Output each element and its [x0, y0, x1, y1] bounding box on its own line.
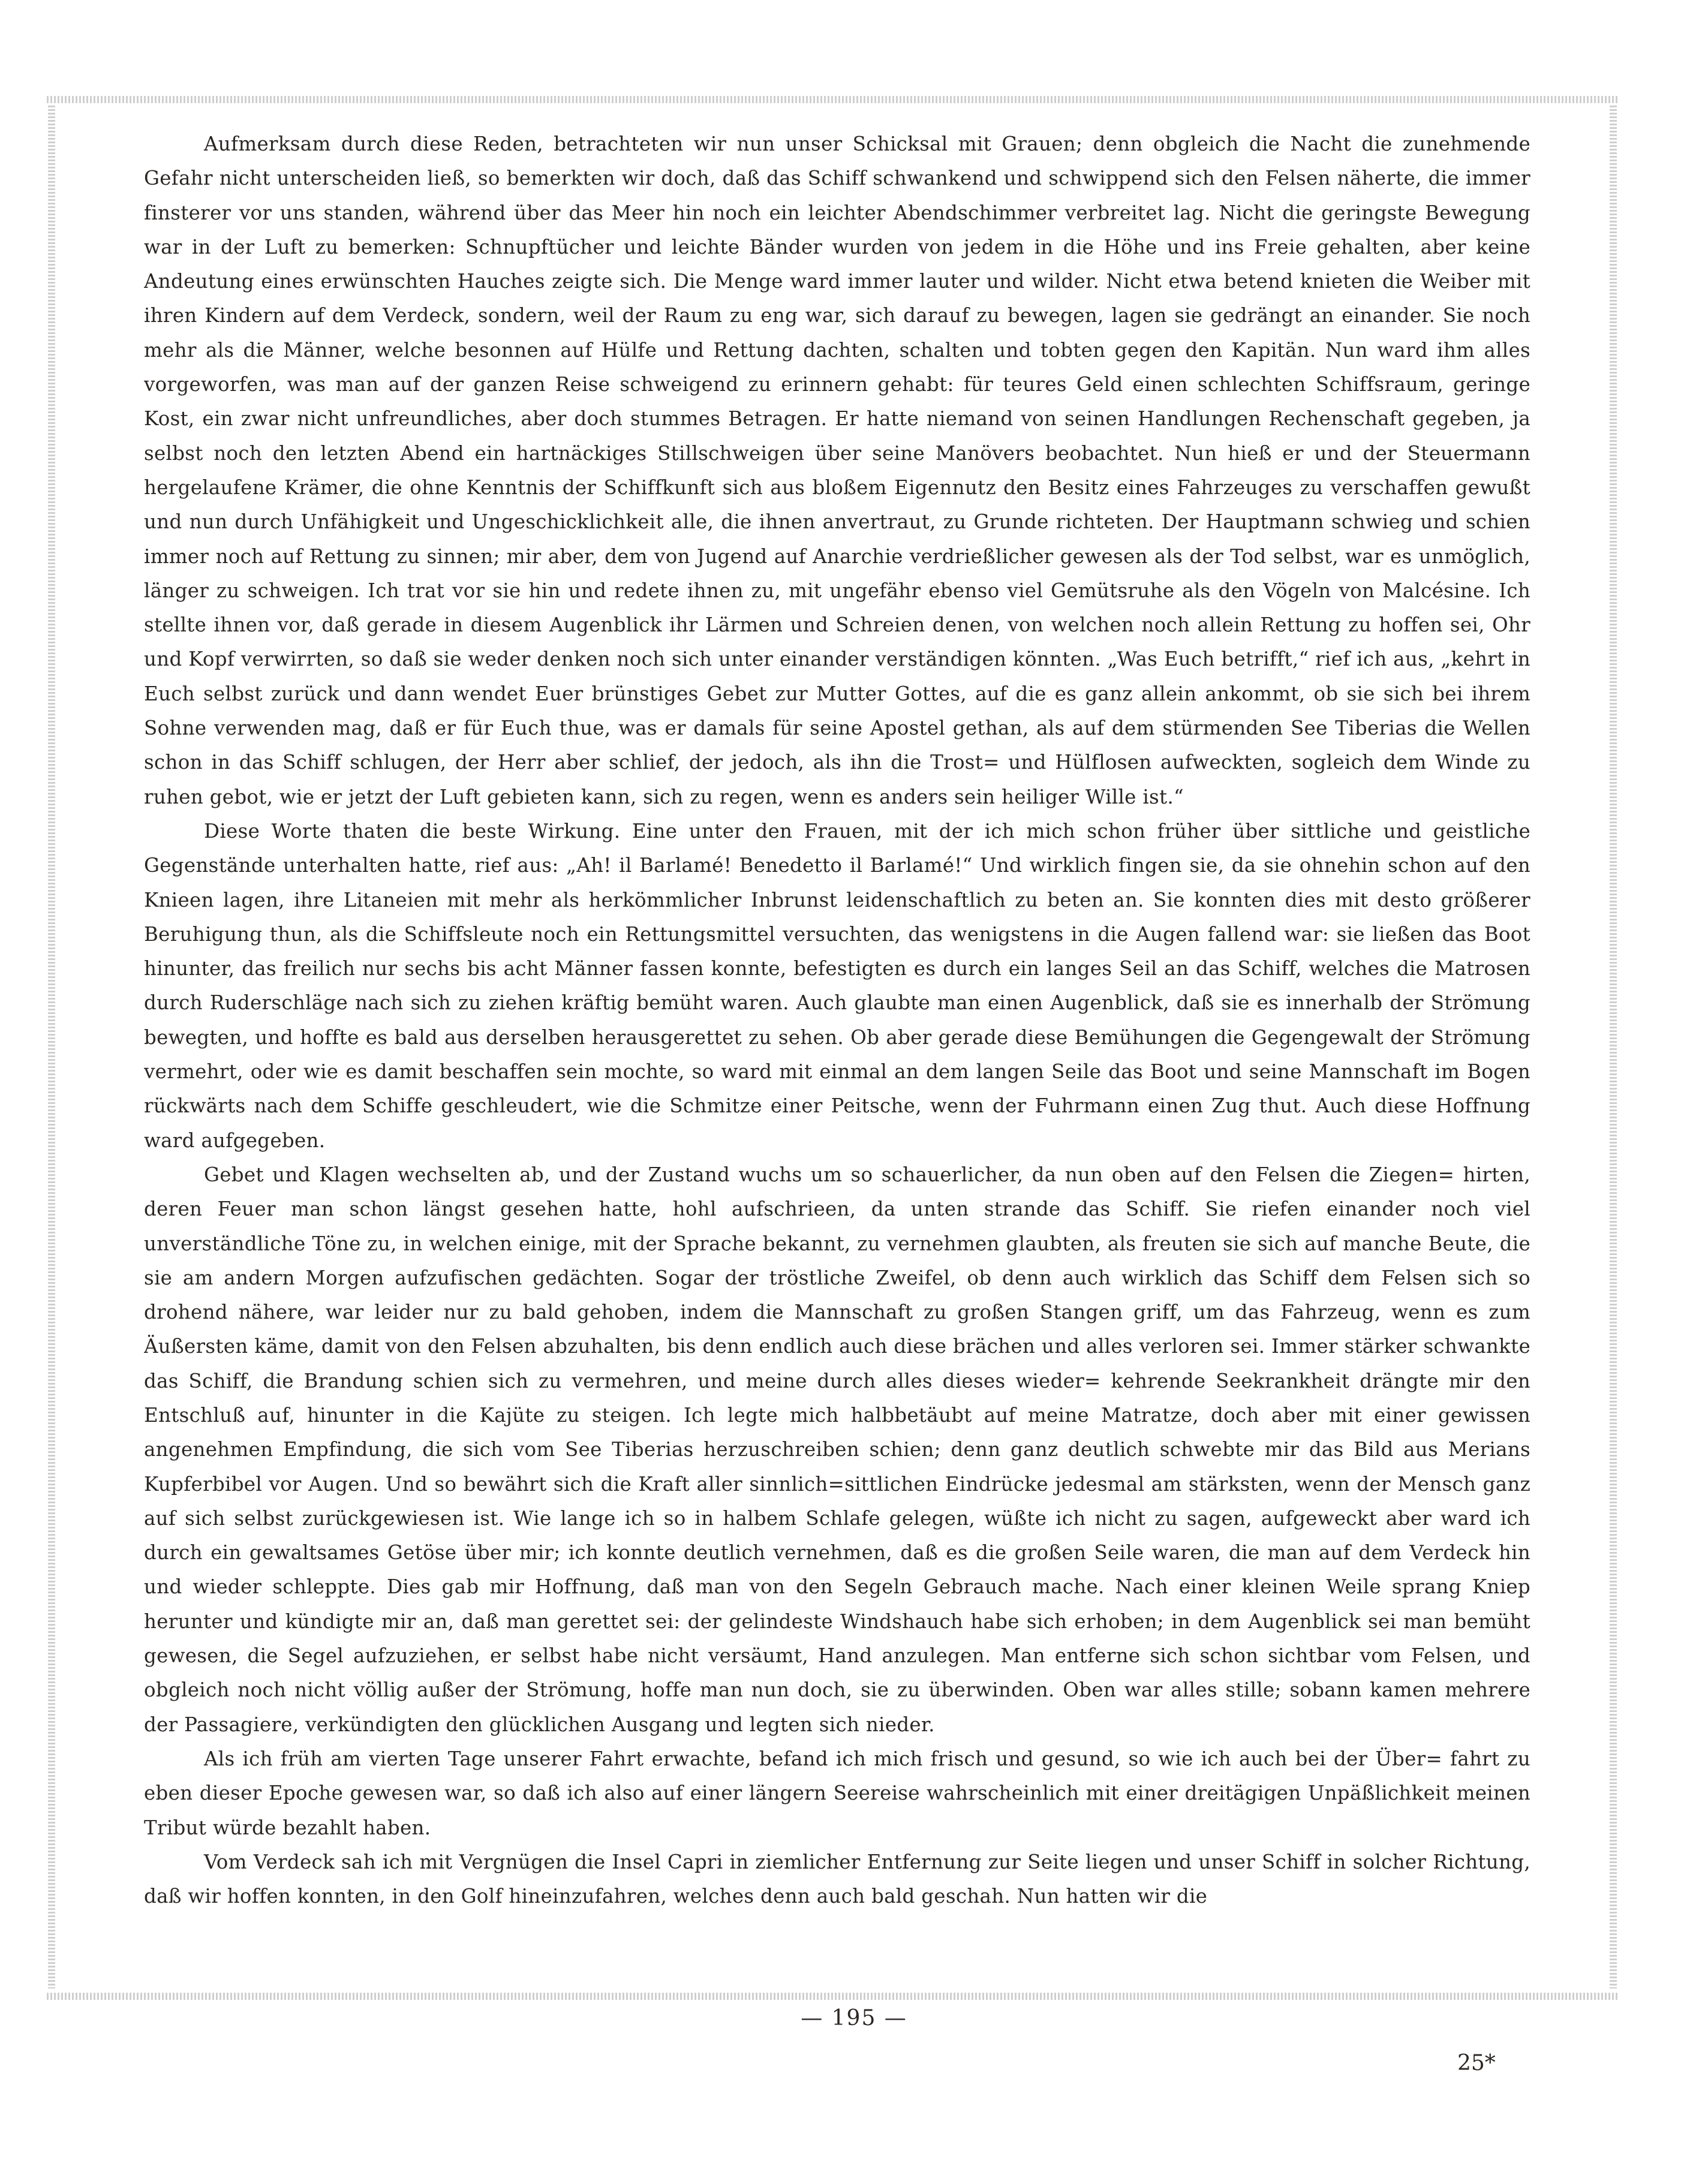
decorative-border-bottom: [47, 1993, 1618, 2000]
decorative-border-right: [1610, 106, 1617, 1988]
decorative-border-top: [47, 96, 1618, 103]
paragraph: Diese Worte thaten die beste Wirkung. Eine unter den Frauen, mit der ich mich schon früher über sittliche und geistliche Gegenstände unterhalten hatte, rief aus: „Ah! il Barlamé! Benedetto il Barlamé!“ Und wirklich fingen sie, da sie ohnehin schon auf den Knieen lagen, ihre Litaneien mit mehr als herkömmlicher Inbrunst leidenschaftlich zu beten an. Sie konnten dies mit desto größerer Beruhigung thun, als die Schiffsleute noch ein Rettungsmittel versuchten, das wenigstens in die Augen fallend war: sie ließen das Boot hinunter, das freilich nur sechs bis acht Männer fassen konnte, befestigten es durch ein langes Seil an das Schiff, welches die Matrosen durch Ruderschläge nach sich zu ziehen kräftig bemüht waren. Auch glaubte man einen Augenblick, daß sie es innerhalb der Strömung bewegten, und hoffte es bald aus derselben herausgerettet zu sehen. Ob aber gerade diese Bemühungen die Gegengewalt der Strömung vermehrt, oder wie es damit beschaffen sein mochte, so ward mit einmal an dem langen Seile das Boot und seine Mannschaft im Bogen rückwärts nach dem Schiffe geschleudert, wie die Schmitze einer Peitsche, wenn der Fuhrmann einen Zug thut. Auch diese Hoffnung ward aufgegeben.: [144, 819, 1530, 1152]
paragraph: Vom Verdeck sah ich mit Vergnügen die Insel Capri in ziemlicher Entfernung zur Seite liegen und unser Schiff in solcher Richtung, daß wir hoffen konnten, in den Golf hineinzufahren, welches denn auch bald geschah. Nun hatten wir die: [144, 1850, 1530, 1908]
signature-mark: 25*: [1457, 2051, 1496, 2075]
paragraph: Gebet und Klagen wechselten ab, und der Zustand wuchs um so schauerlicher, da nun oben auf den Felsen die Ziegen= hirten, deren Feuer man schon längst gesehen hatte, hohl aufschrieen, da unten strande das Schiff. Sie riefen einander noch viel unverständliche Töne zu, in welchen einige, mit der Sprache bekannt, zu vernehmen glaubten, als freuten sie sich auf manche Beute, die sie am andern Morgen aufzufischen gedächten. Sogar der tröstliche Zweifel, ob denn auch wirklich das Schiff dem Felsen sich so drohend nähere, war leider nur zu bald gehoben, indem die Mannschaft zu großen Stangen griff, um das Fahrzeug, wenn es zum Äußersten käme, damit von den Felsen abzuhalten, bis denn endlich auch diese brächen und alles verloren sei. Immer stärker schwankte das Schiff, die Brandung schien sich zu vermehren, und meine durch alles dieses wieder= kehrende Seekrankheit drängte mir den Entschluß auf, hinunter in die Kajüte zu steigen. Ich legte mich halbbetäubt auf meine Matratze, doch aber mit einer gewissen angenehmen Empfindung, die sich vom See Tiberias herzuschreiben schien; denn ganz deutlich schwebte mir das Bild aus Merians Kupferbibel vor Augen. Und so bewährt sich die Kraft aller sinnlich=sittlichen Eindrücke jedesmal am stärksten, wenn der Mensch ganz auf sich selbst zurückgewiesen ist. Wie lange ich so in halbem Schlafe gelegen, wüßte ich nicht zu sagen, aufgeweckt aber ward ich durch ein gewaltsames Getöse über mir; ich konnte deutlich vernehmen, daß es die großen Seile waren, die man auf dem Verdeck hin und wieder schleppte. Dies gab mir Hoffnung, daß man von den Segeln Gebrauch mache. Nach einer kleinen Weile sprang Kniep herunter und kündigte mir an, daß man gerettet sei: der gelindeste Windshauch habe sich erhoben; in dem Augenblick sei man bemüht gewesen, die Segel aufzuziehen, er selbst habe nicht versäumt, Hand anzulegen. Man entferne sich schon sichtbar vom Felsen, und obgleich noch nicht völlig außer der Strömung, hoffe man nun doch, sie zu überwinden. Oben war alles stille; sobann kamen mehrere der Passagiere, verkündigten den glücklichen Ausgang und legten sich nieder.: [144, 1163, 1530, 1736]
body-text: [144, 127, 1530, 1974]
paragraph: Als ich früh am vierten Tage unserer Fahrt erwachte, befand ich mich frisch und gesund, so wie ich auch bei der Über= fahrt zu eben dieser Epoche gewesen war, so daß ich also auf einer längern Seereise wahrscheinlich mit einer dreitägigen Unpäßlichkeit meinen Tribut würde bezahlt haben.: [144, 1747, 1530, 1839]
paragraph: Aufmerksam durch diese Reden, betrachteten wir nun unser Schicksal mit Grauen; denn obgleich die Nacht die zunehmende Gefahr nicht unterscheiden ließ, so bemerkten wir doch, daß das Schiff schwankend und schwippend sich den Felsen näherte, die immer finsterer vor uns standen, während über das Meer hin noch ein leichter Abendschimmer verbreitet lag. Nicht die geringste Bewegung war in der Luft zu bemerken: Schnupftücher und leichte Bänder wurden von jedem in die Höhe und ins Freie gehalten, aber keine Andeutung eines erwünschten Hauches zeigte sich. Die Menge ward immer lauter und wilder. Nicht etwa betend knieten die Weiber mit ihren Kindern auf dem Verdeck, sondern, weil der Raum zu eng war, sich darauf zu bewegen, lagen sie gedrängt an einander. Sie noch mehr als die Männer, welche besonnen auf Hülfe und Rettung dachten, schalten und tobten gegen den Kapitän. Nun ward ihm alles vorgeworfen, was man auf der ganzen Reise schweigend zu erinnern gehabt: für teures Geld einen schlechten Schiffsraum, geringe Kost, ein zwar nicht unfreundliches, aber doch stummes Betragen. Er hatte niemand von seinen Handlungen Rechenschaft gegeben, ja selbst noch den letzten Abend ein hartnäckiges Stillschweigen über seine Manövers beobachtet. Nun hieß er und der Steuermann hergelaufene Krämer, die ohne Kenntnis der Schiffkunft sich aus bloßem Eigennutz den Besitz eines Fahrzeuges zu verschaffen gewußt und nun durch Unfähigkeit und Ungeschicklichkeit alle, die ihnen anvertraut, zu Grunde richteten. Der Hauptmann schwieg und schien immer noch auf Rettung zu sinnen; mir aber, dem von Jugend auf Anarchie verdrießlicher gewesen als der Tod selbst, war es unmöglich, länger zu schweigen. Ich trat vor sie hin und redete ihnen zu, mit ungefähr ebenso viel Gemütsruhe als den Vögeln von Malcésine. Ich stellte ihnen vor, daß gerade in diesem Augenblick ihr Lärmen und Schreien denen, von welchen noch allein Rettung zu hoffen sei, Ohr und Kopf verwirrten, so daß sie weder denken noch sich unter einander verständigen könnten. „Was Euch betrifft,“ rief ich aus, „kehrt in Euch selbst zurück und dann wendet Euer brünstiges Gebet zur Mutter Gottes, auf die es ganz allein ankommt, ob sie sich bei ihrem Sohne verwenden mag, daß er für Euch thue, was er damals für seine Apostel gethan, als auf dem stürmenden See Tiberias die Wellen schon in das Schiff schlugen, der Herr aber schlief, der jedoch, als ihn die Trost= und Hülflosen aufweckten, sogleich dem Winde zu ruhen gebot, wie er jetzt der Luft gebieten kann, sich zu regen, wenn es anders sein heiliger Wille ist.“: [144, 133, 1530, 808]
decorative-border-left: [48, 106, 55, 1988]
page-number: — 195 —: [801, 2006, 907, 2030]
